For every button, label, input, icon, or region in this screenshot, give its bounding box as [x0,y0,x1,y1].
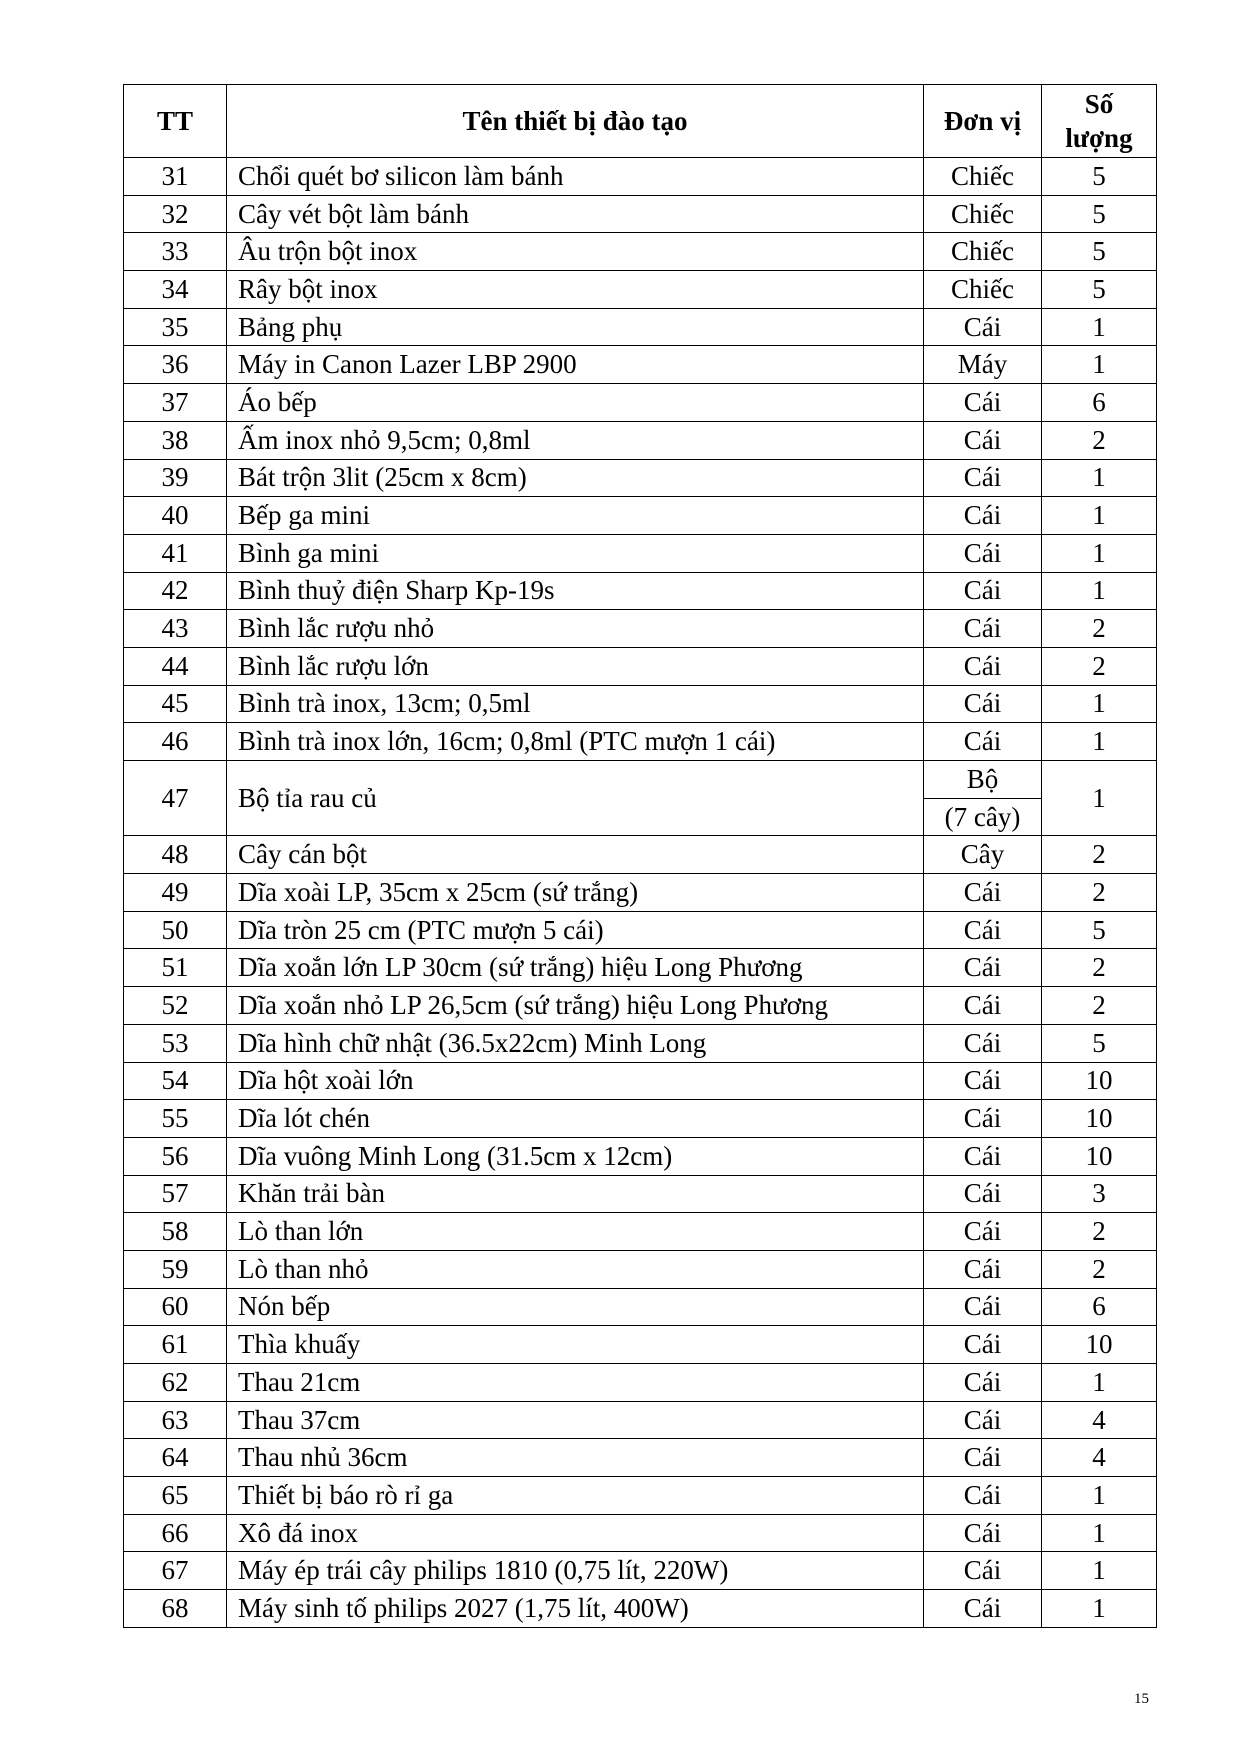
quantity: 2 [1042,836,1157,874]
unit: Cái [924,534,1042,572]
unit: Cái [924,610,1042,648]
equipment-name: Khăn trải bàn [227,1175,924,1213]
table-row [124,158,1157,196]
table-row [124,1288,1157,1326]
equipment-name: Bếp ga mini [227,497,924,535]
row-number: 53 [124,1024,227,1062]
unit: Cái [924,987,1042,1025]
quantity: 2 [1042,610,1157,648]
table-row [124,911,1157,949]
row-number: 41 [124,534,227,572]
unit: Cái [924,911,1042,949]
table-row [124,1364,1157,1402]
table-row [124,1213,1157,1251]
row-number: 35 [124,308,227,346]
table-row [124,1326,1157,1364]
table-row [124,384,1157,422]
row-number: 68 [124,1590,227,1628]
table-header-row [124,85,1157,158]
unit: Cái [924,1552,1042,1590]
unit: Cái [924,1175,1042,1213]
row-number: 47 [124,761,227,836]
unit: Cái [924,1514,1042,1552]
unit: Chiếc [924,271,1042,309]
quantity: 5 [1042,271,1157,309]
row-number: 59 [124,1250,227,1288]
table-row [124,761,1157,799]
unit-extra: (7 cây) [924,798,1042,836]
quantity: 5 [1042,1024,1157,1062]
row-number: 39 [124,459,227,497]
quantity: 2 [1042,1250,1157,1288]
quantity: 2 [1042,949,1157,987]
table-row [124,195,1157,233]
quantity: 1 [1042,1477,1157,1515]
unit: Cái [924,1213,1042,1251]
quantity: 2 [1042,421,1157,459]
equipment-name: Thau nhủ 36cm [227,1439,924,1477]
equipment-name: Dĩa lót chén [227,1100,924,1138]
unit: Chiếc [924,233,1042,271]
row-number: 31 [124,158,227,196]
table-row [124,421,1157,459]
header-qty-line2: lượng [1065,123,1133,153]
table-row [124,1439,1157,1477]
row-number: 42 [124,572,227,610]
row-number: 61 [124,1326,227,1364]
equipment-name: Áo bếp [227,384,924,422]
row-number: 50 [124,911,227,949]
unit: Máy [924,346,1042,384]
quantity: 1 [1042,459,1157,497]
row-number: 32 [124,195,227,233]
quantity: 2 [1042,874,1157,912]
quantity: 1 [1042,346,1157,384]
table-row [124,308,1157,346]
equipment-name: Thìa khuấy [227,1326,924,1364]
quantity: 1 [1042,534,1157,572]
quantity: 10 [1042,1100,1157,1138]
table-row [124,836,1157,874]
unit: Cái [924,1326,1042,1364]
equipment-name: Bộ tỉa rau củ [227,761,924,836]
row-number: 34 [124,271,227,309]
table-row [124,987,1157,1025]
table-row [124,1477,1157,1515]
equipment-table [123,84,1157,1628]
equipment-name: Bình ga mini [227,534,924,572]
quantity: 4 [1042,1401,1157,1439]
equipment-name: Xô đá inox [227,1514,924,1552]
unit: Cái [924,1439,1042,1477]
equipment-name: Máy sinh tố philips 2027 (1,75 lít, 400W) [227,1590,924,1628]
quantity: 5 [1042,233,1157,271]
equipment-name: Bình lắc rượu lớn [227,647,924,685]
quantity: 1 [1042,1364,1157,1402]
row-number: 55 [124,1100,227,1138]
row-number: 64 [124,1439,227,1477]
row-number: 54 [124,1062,227,1100]
row-number: 48 [124,836,227,874]
unit: Cái [924,685,1042,723]
unit: Cái [924,308,1042,346]
equipment-name: Ấm inox nhỏ 9,5cm; 0,8ml [227,421,924,459]
table-row [124,1401,1157,1439]
equipment-name: Chổi quét bơ silicon làm bánh [227,158,924,196]
table-row [124,610,1157,648]
quantity: 1 [1042,1552,1157,1590]
row-number: 57 [124,1175,227,1213]
table-body [124,158,1157,1628]
row-number: 38 [124,421,227,459]
equipment-name: Máy in Canon Lazer LBP 2900 [227,346,924,384]
unit: Cái [924,1024,1042,1062]
table-row [124,459,1157,497]
quantity: 1 [1042,685,1157,723]
equipment-name: Dĩa xoắn nhỏ LP 26,5cm (sứ trắng) hiệu Long Phương [227,987,924,1025]
table-row [124,949,1157,987]
unit: Cái [924,1401,1042,1439]
row-number: 43 [124,610,227,648]
row-number: 56 [124,1137,227,1175]
unit: Cái [924,647,1042,685]
table-row [124,271,1157,309]
equipment-name: Bình trà inox lớn, 16cm; 0,8ml (PTC mượn 1 cái) [227,723,924,761]
page-number: 15 [1134,1691,1149,1707]
row-number: 58 [124,1213,227,1251]
quantity: 2 [1042,647,1157,685]
quantity: 1 [1042,1590,1157,1628]
row-number: 44 [124,647,227,685]
unit: Cái [924,497,1042,535]
equipment-name: Cây cán bột [227,836,924,874]
equipment-name: Nón bếp [227,1288,924,1326]
equipment-name: Dĩa hột xoài lớn [227,1062,924,1100]
quantity: 1 [1042,572,1157,610]
unit: Cái [924,1100,1042,1138]
table-row [124,1250,1157,1288]
table-row [124,723,1157,761]
header-name: Tên thiết bị đào tạo [227,85,924,158]
table-row [124,572,1157,610]
header-tt: TT [124,85,227,158]
quantity: 6 [1042,384,1157,422]
quantity: 2 [1042,1213,1157,1251]
unit: Chiếc [924,158,1042,196]
unit: Cái [924,459,1042,497]
header-unit: Đơn vị [924,85,1042,158]
row-number: 62 [124,1364,227,1402]
equipment-name: Rây bột inox [227,271,924,309]
equipment-name: Thiết bị báo rò rỉ ga [227,1477,924,1515]
equipment-name: Máy ép trái cây philips 1810 (0,75 lít, 220W) [227,1552,924,1590]
quantity: 10 [1042,1062,1157,1100]
unit: Cái [924,1062,1042,1100]
unit: Cái [924,1477,1042,1515]
equipment-name: Dĩa tròn 25 cm (PTC mượn 5 cái) [227,911,924,949]
table-row [124,534,1157,572]
table-row [124,1024,1157,1062]
unit: Bộ [924,761,1042,799]
equipment-name: Thau 37cm [227,1401,924,1439]
row-number: 52 [124,987,227,1025]
table-row [124,874,1157,912]
unit: Cái [924,1250,1042,1288]
equipment-name: Lò than nhỏ [227,1250,924,1288]
header-qty-line1: Số [1084,89,1114,119]
table-row [124,1552,1157,1590]
header-qty [1042,85,1157,158]
equipment-name: Cây vét bột làm bánh [227,195,924,233]
row-number: 60 [124,1288,227,1326]
unit: Cái [924,1364,1042,1402]
unit: Cái [924,1137,1042,1175]
table-row [124,1137,1157,1175]
equipment-name: Bát trộn 3lit (25cm x 8cm) [227,459,924,497]
equipment-name: Dĩa xoài LP, 35cm x 25cm (sứ trắng) [227,874,924,912]
quantity: 1 [1042,308,1157,346]
unit: Cái [924,572,1042,610]
equipment-name: Bảng phụ [227,308,924,346]
quantity: 5 [1042,911,1157,949]
quantity: 10 [1042,1326,1157,1364]
unit: Cái [924,1288,1042,1326]
table-row [124,346,1157,384]
unit: Cái [924,874,1042,912]
unit: Cái [924,384,1042,422]
table-row [124,1062,1157,1100]
equipment-name: Bình trà inox, 13cm; 0,5ml [227,685,924,723]
unit: Cây [924,836,1042,874]
table-row [124,233,1157,271]
quantity: 5 [1042,158,1157,196]
equipment-name: Bình thuỷ điện Sharp Kp-19s [227,572,924,610]
row-number: 46 [124,723,227,761]
row-number: 63 [124,1401,227,1439]
unit: Cái [924,1590,1042,1628]
table-row [124,1590,1157,1628]
row-number: 66 [124,1514,227,1552]
quantity: 1 [1042,761,1157,836]
quantity: 1 [1042,1514,1157,1552]
unit: Cái [924,421,1042,459]
table-row [124,1100,1157,1138]
row-number: 36 [124,346,227,384]
equipment-name: Âu trộn bột inox [227,233,924,271]
row-number: 40 [124,497,227,535]
quantity: 1 [1042,497,1157,535]
quantity: 10 [1042,1137,1157,1175]
equipment-name: Dĩa hình chữ nhật (36.5x22cm) Minh Long [227,1024,924,1062]
equipment-name: Lò than lớn [227,1213,924,1251]
table-row [124,1175,1157,1213]
equipment-name: Dĩa xoắn lớn LP 30cm (sứ trắng) hiệu Long Phương [227,949,924,987]
row-number: 37 [124,384,227,422]
row-number: 45 [124,685,227,723]
equipment-name: Dĩa vuông Minh Long (31.5cm x 12cm) [227,1137,924,1175]
quantity: 5 [1042,195,1157,233]
row-number: 67 [124,1552,227,1590]
quantity: 2 [1042,987,1157,1025]
unit: Cái [924,723,1042,761]
unit: Cái [924,949,1042,987]
row-number: 49 [124,874,227,912]
row-number: 65 [124,1477,227,1515]
quantity: 1 [1042,723,1157,761]
equipment-name: Thau 21cm [227,1364,924,1402]
table-row [124,647,1157,685]
table-row [124,1514,1157,1552]
quantity: 4 [1042,1439,1157,1477]
equipment-name: Bình lắc rượu nhỏ [227,610,924,648]
quantity: 6 [1042,1288,1157,1326]
table-row [124,685,1157,723]
table-row [124,497,1157,535]
unit: Chiếc [924,195,1042,233]
quantity: 3 [1042,1175,1157,1213]
row-number: 33 [124,233,227,271]
row-number: 51 [124,949,227,987]
